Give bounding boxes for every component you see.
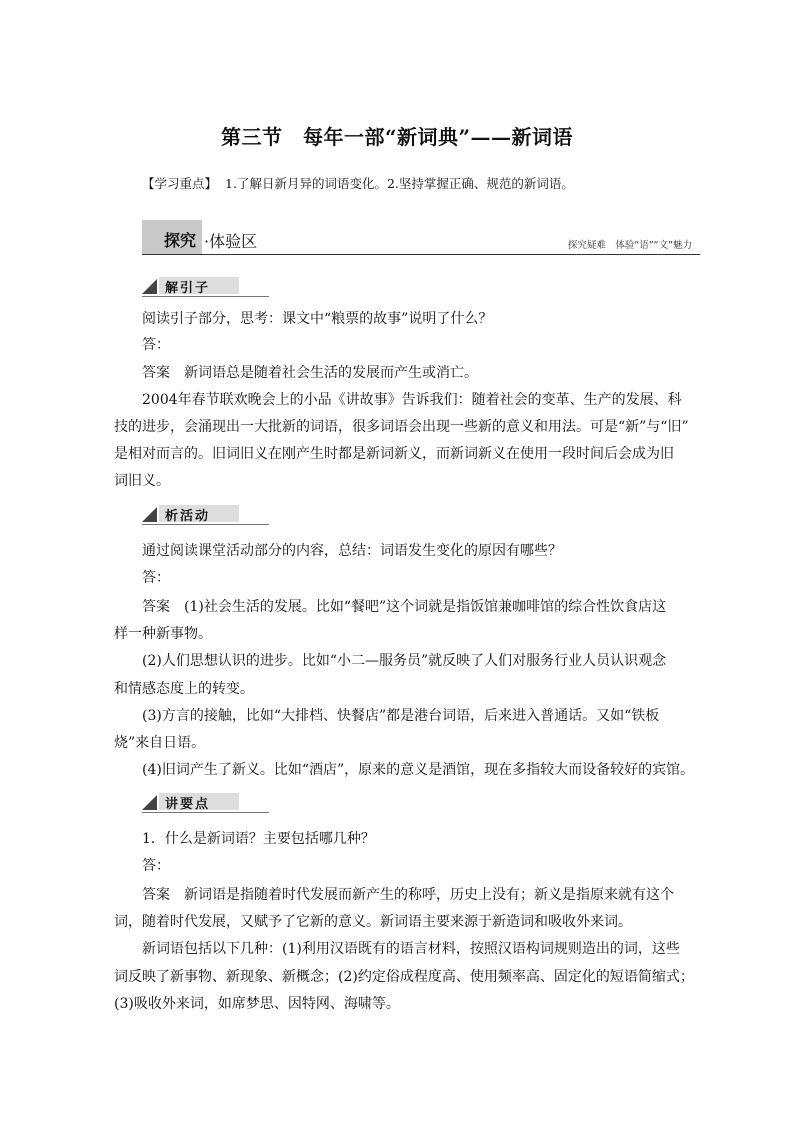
section-rule	[142, 296, 269, 297]
banner-main: 探究	[164, 231, 197, 250]
triangle-icon	[142, 795, 157, 810]
focus-tag: 【学习重点】	[142, 176, 218, 191]
text-line: 2004年春节联欢晚会上的小品《讲故事》告诉我们：随着社会的变革、生产的发展、科	[142, 392, 682, 408]
text-line: 烧”来自日语。	[114, 735, 206, 751]
text-line: 词，随着时代发展，又赋予了它新的意义。新词语主要来源于新造词和吸收外来词。	[114, 914, 632, 930]
section-heading-intro	[142, 277, 269, 297]
text-line: (3)吸收外来词，如席梦思、因特网、海啸等。	[114, 996, 400, 1012]
text-line: (3)方言的接触，比如“大排档、快餐店”都是港台词语，后来进入普通话。又如“铁板	[142, 708, 660, 724]
page-title: 第三节 每年一部“新词典”——新词语	[220, 125, 573, 149]
text-line: 样一种新事物。	[114, 626, 212, 642]
text-line: 词反映了新事物、新现象、新概念；(2)约定俗成程度高、使用频率高、固定化的短语简缩式；	[114, 969, 694, 985]
text-line: 答：	[142, 337, 170, 353]
text-line: 是相对而言的。旧词旧义在刚产生时都是新词新义，而新词新义在使用一段时间后会成为旧	[114, 446, 674, 462]
banner-sub: ·体验区	[204, 232, 258, 251]
section-label: 讲要点	[165, 797, 211, 812]
section-label: 解引子	[165, 281, 211, 296]
section-heading-activity	[142, 505, 269, 525]
section-rule	[142, 812, 269, 813]
explore-banner	[142, 220, 700, 256]
triangle-icon	[142, 507, 157, 522]
text-line: 阅读引子部分，思考：课文中“粮票的故事”说明了什么？	[142, 311, 493, 327]
text-line: 新词语包括以下几种：(1)利用汉语既有的语言材料，按照汉语构词规则造出的词，这些	[142, 941, 680, 957]
text-line: 答：	[142, 858, 170, 874]
triangle-icon	[142, 279, 157, 294]
text-line: 词旧义。	[114, 473, 170, 489]
section-label: 析活动	[165, 509, 211, 524]
text-line: 和情感态度上的转变。	[114, 681, 254, 697]
text-line: 答案 新词语总是随着社会生活的发展而产生或消亡。	[142, 365, 478, 381]
banner-right: 探究疑难 体验“语”“文”魅力	[567, 240, 692, 251]
text-line: 答：	[142, 570, 170, 586]
text-line: 1．什么是新词语？主要包括哪几种？	[142, 831, 375, 847]
text-line: (4)旧词产生了新义。比如“酒店”，原来的意义是酒馆，现在多指较大而设备较好的宾馆。	[142, 762, 695, 778]
banner-rule	[142, 254, 700, 255]
text-line: 技的进步，会涌现出一大批新的词语，很多词语会出现一些新的意义和用法。可是“新”与“旧”	[114, 419, 689, 435]
text-line: (2)人们思想认识的进步。比如“小二—服务员”就反映了人们对服务行业人员认识观念	[142, 653, 667, 669]
learning-focus	[142, 174, 574, 192]
banner-box	[142, 220, 202, 254]
focus-text: 1.了解日新月异的词语变化。2.坚持掌握正确、规范的新词语。	[225, 176, 574, 191]
text-line: 通过阅读课堂活动部分的内容，总结：词语发生变化的原因有哪些？	[142, 543, 562, 559]
text-line: 答案 新词语是指随着时代发展而新产生的称呼，历史上没有；新义是指原来就有这个	[142, 887, 674, 903]
section-heading-key-points	[142, 793, 269, 813]
text-line: 答案 (1)社会生活的发展。比如“餐吧”这个词就是指饭馆兼咖啡馆的综合性饮食店这	[142, 599, 667, 615]
section-rule	[142, 524, 269, 525]
